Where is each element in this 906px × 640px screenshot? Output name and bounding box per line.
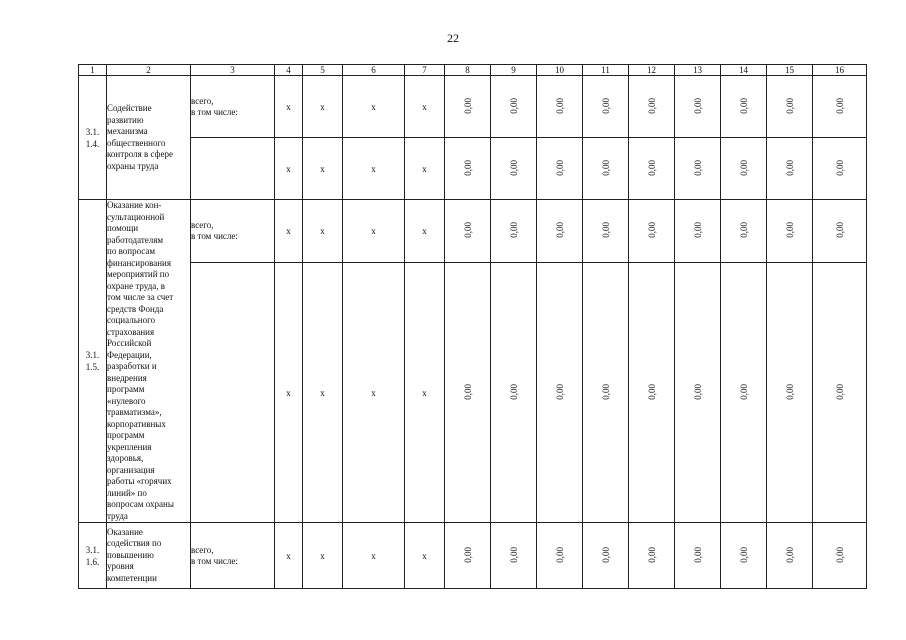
table-row: [79, 138, 867, 200]
x-mark: x: [343, 76, 405, 138]
value-cell: 0,00: [692, 383, 703, 400]
x-mark: x: [275, 200, 303, 263]
budget-table: [78, 64, 867, 589]
value-cell: 0,00: [508, 159, 519, 176]
value-cell: 0,00: [646, 546, 657, 563]
x-mark: x: [343, 263, 405, 523]
value-cell: 0,00: [462, 97, 473, 114]
value-cell: 0,00: [738, 97, 749, 114]
value-cell: 0,00: [554, 383, 565, 400]
table-row: [79, 76, 867, 138]
x-mark: x: [303, 138, 343, 200]
x-mark: x: [275, 138, 303, 200]
value-cell: 0,00: [462, 383, 473, 400]
value-cell: 0,00: [554, 222, 565, 238]
empty-cell: [191, 138, 275, 200]
column-header: 1: [79, 65, 107, 76]
column-header: 9: [491, 65, 537, 76]
value-cell: 0,00: [834, 97, 845, 114]
row-code: 3.1. 1.5.: [79, 200, 107, 523]
value-cell: 0,00: [600, 97, 611, 114]
column-header: 6: [343, 65, 405, 76]
x-mark: x: [405, 523, 445, 589]
x-mark: x: [275, 523, 303, 589]
value-cell: 0,00: [784, 546, 795, 563]
column-header: 7: [405, 65, 445, 76]
page-number: 22: [447, 31, 459, 45]
row-code: 3.1. 1.4.: [79, 76, 107, 200]
x-mark: x: [303, 263, 343, 523]
total-label: всего, в том числе:: [191, 200, 275, 263]
header-row: [79, 65, 867, 76]
value-cell: 0,00: [508, 546, 519, 563]
value-cell: 0,00: [600, 546, 611, 563]
value-cell: 0,00: [784, 159, 795, 176]
x-mark: x: [343, 523, 405, 589]
value-cell: 0,00: [738, 222, 749, 238]
column-header: 12: [629, 65, 675, 76]
value-cell: 0,00: [646, 97, 657, 114]
value-cell: 0,00: [784, 222, 795, 238]
column-header: 5: [303, 65, 343, 76]
column-header: 13: [675, 65, 721, 76]
x-mark: x: [303, 523, 343, 589]
value-cell: 0,00: [692, 546, 703, 563]
x-mark: x: [303, 76, 343, 138]
column-header: 4: [275, 65, 303, 76]
row-name: Содействие развитию механизма общественного контроля в сфере охраны труда: [107, 76, 191, 200]
value-cell: 0,00: [692, 97, 703, 114]
table-row: [79, 523, 867, 589]
value-cell: 0,00: [462, 222, 473, 238]
column-header: 11: [583, 65, 629, 76]
column-header: 8: [445, 65, 491, 76]
x-mark: x: [343, 138, 405, 200]
x-mark: x: [405, 138, 445, 200]
value-cell: 0,00: [554, 97, 565, 114]
x-mark: x: [275, 76, 303, 138]
value-cell: 0,00: [646, 159, 657, 176]
column-header: 15: [767, 65, 813, 76]
value-cell: 0,00: [462, 159, 473, 176]
total-label: всего, в том числе:: [191, 76, 275, 138]
x-mark: x: [275, 263, 303, 523]
value-cell: 0,00: [834, 222, 845, 238]
table-row: [79, 263, 867, 523]
x-mark: x: [405, 76, 445, 138]
row-name: Оказание содействия по повышению уровня компетенции: [107, 523, 191, 589]
x-mark: x: [303, 200, 343, 263]
x-mark: x: [343, 200, 405, 263]
value-cell: 0,00: [554, 159, 565, 176]
column-header: 16: [813, 65, 867, 76]
column-header: 3: [191, 65, 275, 76]
value-cell: 0,00: [508, 383, 519, 400]
value-cell: 0,00: [834, 546, 845, 563]
column-header: 14: [721, 65, 767, 76]
value-cell: 0,00: [462, 546, 473, 563]
value-cell: 0,00: [738, 383, 749, 400]
value-cell: 0,00: [834, 159, 845, 176]
table-row: [79, 200, 867, 263]
value-cell: 0,00: [508, 97, 519, 114]
value-cell: 0,00: [738, 546, 749, 563]
value-cell: 0,00: [738, 159, 749, 176]
value-cell: 0,00: [554, 546, 565, 563]
value-cell: 0,00: [834, 383, 845, 400]
value-cell: 0,00: [600, 222, 611, 238]
row-code: 3.1. 1.6.: [79, 523, 107, 589]
value-cell: 0,00: [646, 222, 657, 238]
value-cell: 0,00: [646, 383, 657, 400]
value-cell: 0,00: [692, 222, 703, 238]
x-mark: x: [405, 263, 445, 523]
value-cell: 0,00: [784, 383, 795, 400]
value-cell: 0,00: [600, 383, 611, 400]
value-cell: 0,00: [784, 97, 795, 114]
column-header: 2: [107, 65, 191, 76]
row-name: Оказание кон- сультационной помощи работодателям по вопросам финансирования мероприятий по охране труда, в том числе за счет средств Фонда социального страхования Российской Федерации, разработки и внедрения программ «нулевого травматизма», корпоративных программ укрепления здоровья, организация работы «горячих линий» по вопросам охраны труда: [107, 200, 191, 523]
column-header: 10: [537, 65, 583, 76]
x-mark: x: [405, 200, 445, 263]
value-cell: 0,00: [508, 222, 519, 238]
value-cell: 0,00: [600, 159, 611, 176]
total-label: всего, в том числе:: [191, 523, 275, 589]
empty-cell: [191, 263, 275, 523]
value-cell: 0,00: [692, 159, 703, 176]
